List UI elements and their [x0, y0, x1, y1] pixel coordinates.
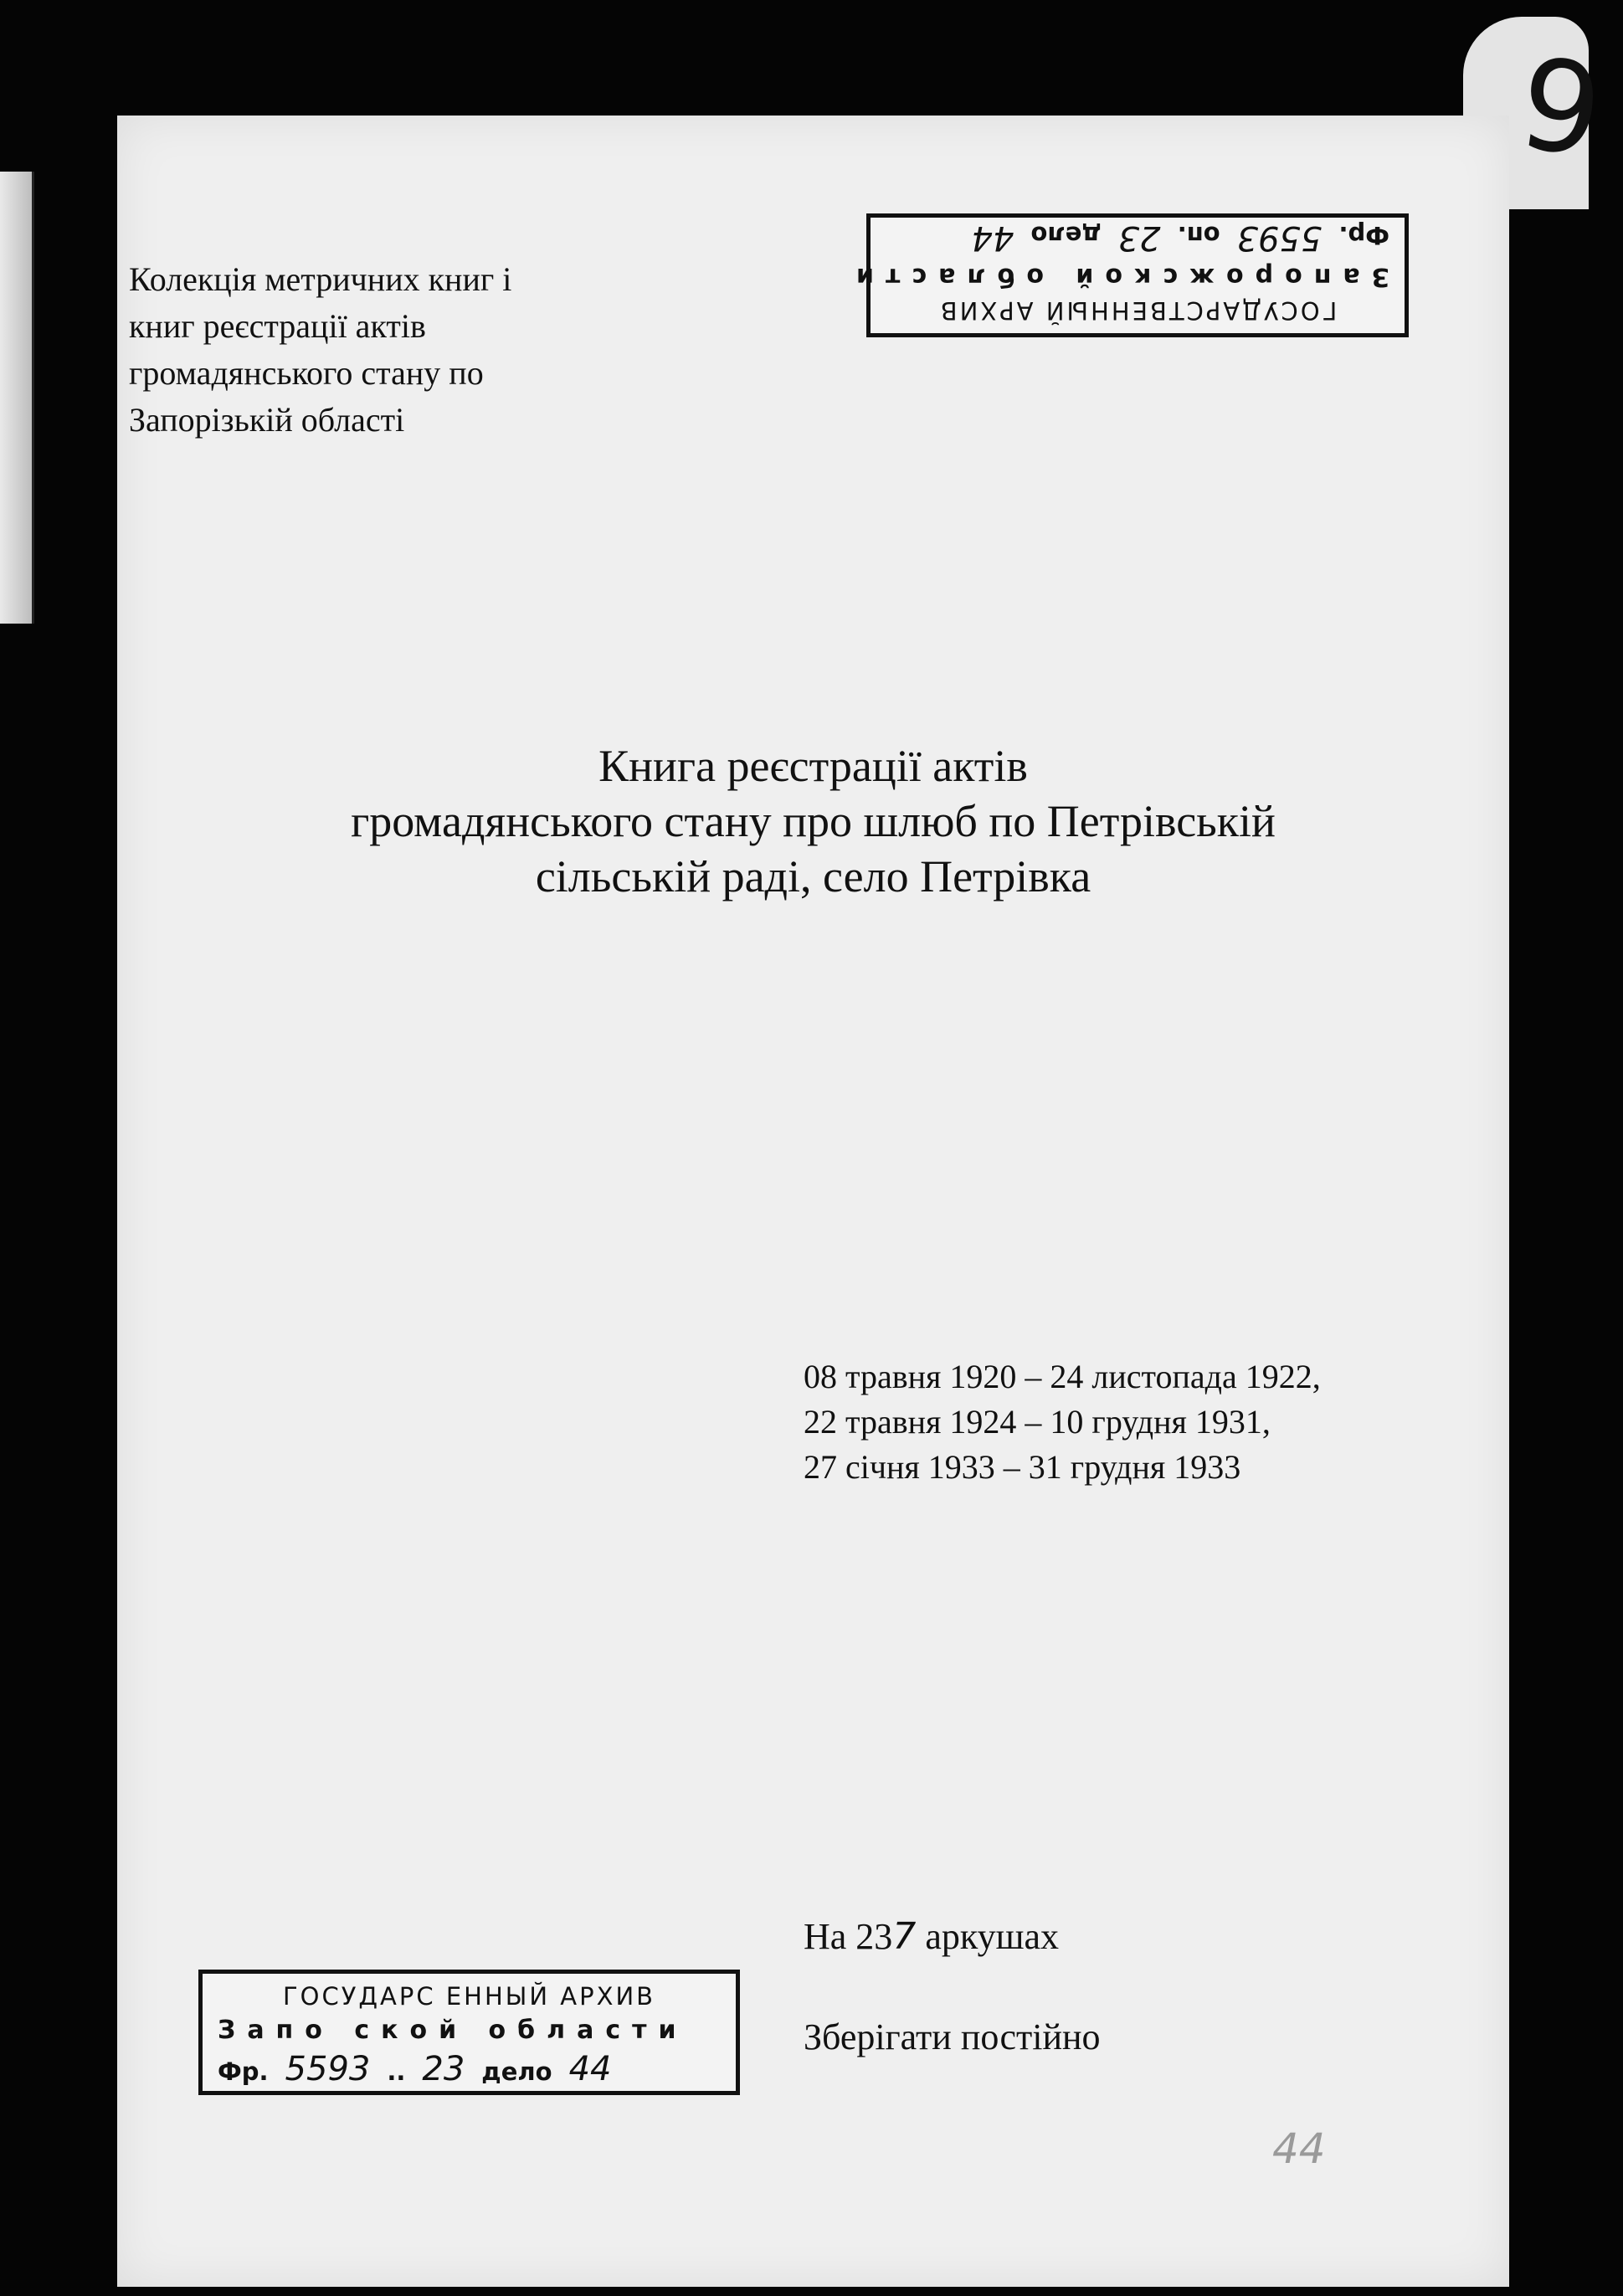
stamp-region: Запорожской области: [844, 262, 1389, 291]
archive-stamp-bottom: [198, 1970, 740, 2095]
retention-note: Зберігати постійно: [804, 2016, 1101, 2057]
date-range: 22 травня 1924 – 10 грудня 1931,: [804, 1403, 1271, 1441]
handwritten-tab-mark: 9: [1510, 30, 1610, 187]
title-line: Книга реєстрації актів: [598, 741, 1028, 791]
stamp-delo-label: дело: [1030, 221, 1102, 249]
date-range: 27 січня 1933 – 31 грудня 1933: [804, 1448, 1241, 1486]
title-line: громадянського стану про шлюб по Петрівській: [351, 795, 1276, 846]
stamp-opis-label: оп.: [1177, 221, 1220, 249]
collection-heading: [129, 256, 511, 444]
date-range: 08 травня 1920 – 24 листопада 1922,: [804, 1358, 1321, 1395]
stamp-opis-number: 23: [422, 2050, 465, 2088]
stamp-opis-label: ..: [387, 2057, 406, 2086]
stamp-reference: [886, 218, 1389, 257]
collection-line: Запорізькій області: [129, 401, 405, 439]
stamp-fond-number: 5593: [285, 2050, 371, 2088]
stamp-opis-number: 23: [1117, 218, 1161, 257]
stamp-reference: [218, 2050, 721, 2088]
stamp-fond-number: 5593: [1236, 218, 1323, 257]
sheet-count-prefix: На 23: [804, 1916, 893, 1957]
collection-line: громадянського стану по: [129, 354, 484, 392]
document-title: [117, 739, 1509, 905]
stamp-region: Запо ской области: [218, 2016, 688, 2045]
pencil-folio-number: 44: [1272, 2124, 1326, 2173]
document-page: [117, 116, 1509, 2287]
date-ranges: [804, 1354, 1321, 1490]
stamp-archive-name: ГОСУДАРСТВЕННЫЙ АРХИВ: [937, 296, 1338, 325]
sheet-count: [804, 1915, 1059, 1958]
stamp-archive-name: ГОСУДАРС ЕННЫЙ АРХИВ: [282, 1982, 656, 2011]
stamp-delo-number: 44: [971, 218, 1014, 257]
collection-line: Колекція метричних книг і: [129, 260, 512, 298]
stamp-delo-number: 44: [568, 2050, 612, 2088]
stamp-fond-label: Фр.: [1338, 221, 1389, 249]
sheet-count-handwritten-digit: 7: [892, 1915, 917, 1958]
title-line: сільській раді, село Петрівка: [535, 850, 1091, 901]
archive-stamp-top: [844, 213, 1409, 337]
sheet-count-suffix: аркушах: [916, 1916, 1060, 1957]
adjacent-page-edge: [0, 172, 34, 624]
stamp-delo-label: дело: [481, 2057, 552, 2086]
stamp-fond-label: Фр.: [218, 2057, 269, 2086]
collection-line: книг реєстрації актів: [129, 307, 426, 345]
